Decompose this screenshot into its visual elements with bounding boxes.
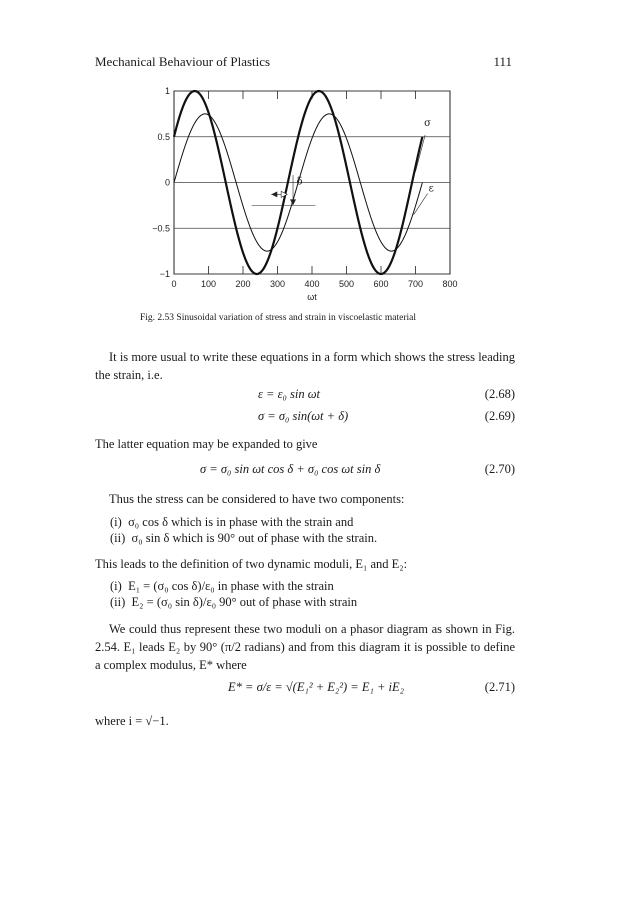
x-tick-label: 200 [235,279,251,289]
paragraph-moduli: This leads to the definition of two dynamic moduli, E₁ and E₂: [95,557,408,571]
x-tick-label: 0 [171,279,177,289]
list-marker: (ii) [110,595,126,609]
x-tick-label: 500 [338,279,355,289]
y-tick-label: −0.5 [152,223,170,234]
paragraph-components: Thus the stress can be considered to have two components: [109,492,405,506]
list-marker: (ii) [110,531,126,545]
equation-2-70: σ = σ₀ sin ωt cos δ + σ₀ cos ωt sin δ [200,462,381,476]
list-marker: (i) [110,515,122,529]
epsilon-label: ε [428,183,434,195]
x-tick-label: 400 [304,279,320,289]
x-tick-label: 300 [269,279,286,289]
paragraph-phasor: We could thus represent these two moduli on a phasor diagram as shown in Fig. 2.54. E₁ leads E₂ by 90° (π/2 radians) and from this diagram it is possible to define a complex modulus, E* where [95,622,515,672]
equation-number-2-70: (2.70) [484,462,515,476]
x-tick-label: 100 [200,279,217,289]
list-text: σ₀ sin δ which is 90° out of phase with the strain. [131,531,378,545]
delta-label: δ [296,176,303,188]
list-item [110,531,377,546]
page-number: 111 [493,54,512,69]
y-tick-label: 0 [164,177,170,188]
list-item [110,595,357,610]
equation-number-2-68: (2.68) [484,387,515,401]
list-text: E₁ = (σ₀ cos δ)/ε₀ in phase with the strain [128,579,334,593]
y-tick-label: 1 [164,86,170,96]
sigma-label: σ [424,117,431,129]
equation-number-2-69: (2.69) [484,409,515,423]
x-tick-label: 700 [407,279,424,289]
list-text: σ₀ cos δ which is in phase with the strain and [128,515,354,529]
delta-arrowhead [290,199,296,205]
paragraph-expanded: The latter equation may be expanded to give [95,437,318,451]
equation-2-69: σ = σ₀ sin(ωt + δ) [258,409,349,423]
list-item [110,515,353,530]
sigma-leader [416,135,426,172]
y-tick-label: 0.5 [157,131,170,142]
y-tick-label: −1 [159,269,170,279]
equation-2-68: ε = ε₀ sin ωt [258,387,321,401]
list-item [110,579,334,594]
paragraph-imaginary-unit: where i = √−1. [95,714,169,728]
delta-span-arrow [271,191,277,197]
paragraph-intro: It is more usual to write these equations in a form which shows the stress leading the strain, i.e. [95,350,515,382]
x-tick-label: 800 [442,279,458,289]
running-header-title: Mechanical Behaviour of Plastics [95,54,271,69]
list-text: E₂ = (σ₀ sin δ)/ε₀ 90° out of phase with strain [131,595,358,609]
x-tick-label: 600 [373,279,389,289]
equation-2-71: E* = σ/ε = √(E₁² + E₂²) = E₁ + iE₂ [228,680,404,694]
stress-strain-chart [0,0,631,310]
figure-caption: Fig. 2.53 Sinusoidal variation of stress and strain in viscoelastic material [140,313,416,323]
equation-number-2-71: (2.71) [484,680,515,694]
list-marker: (i) [110,579,122,593]
x-axis-label: ωt [307,292,317,302]
